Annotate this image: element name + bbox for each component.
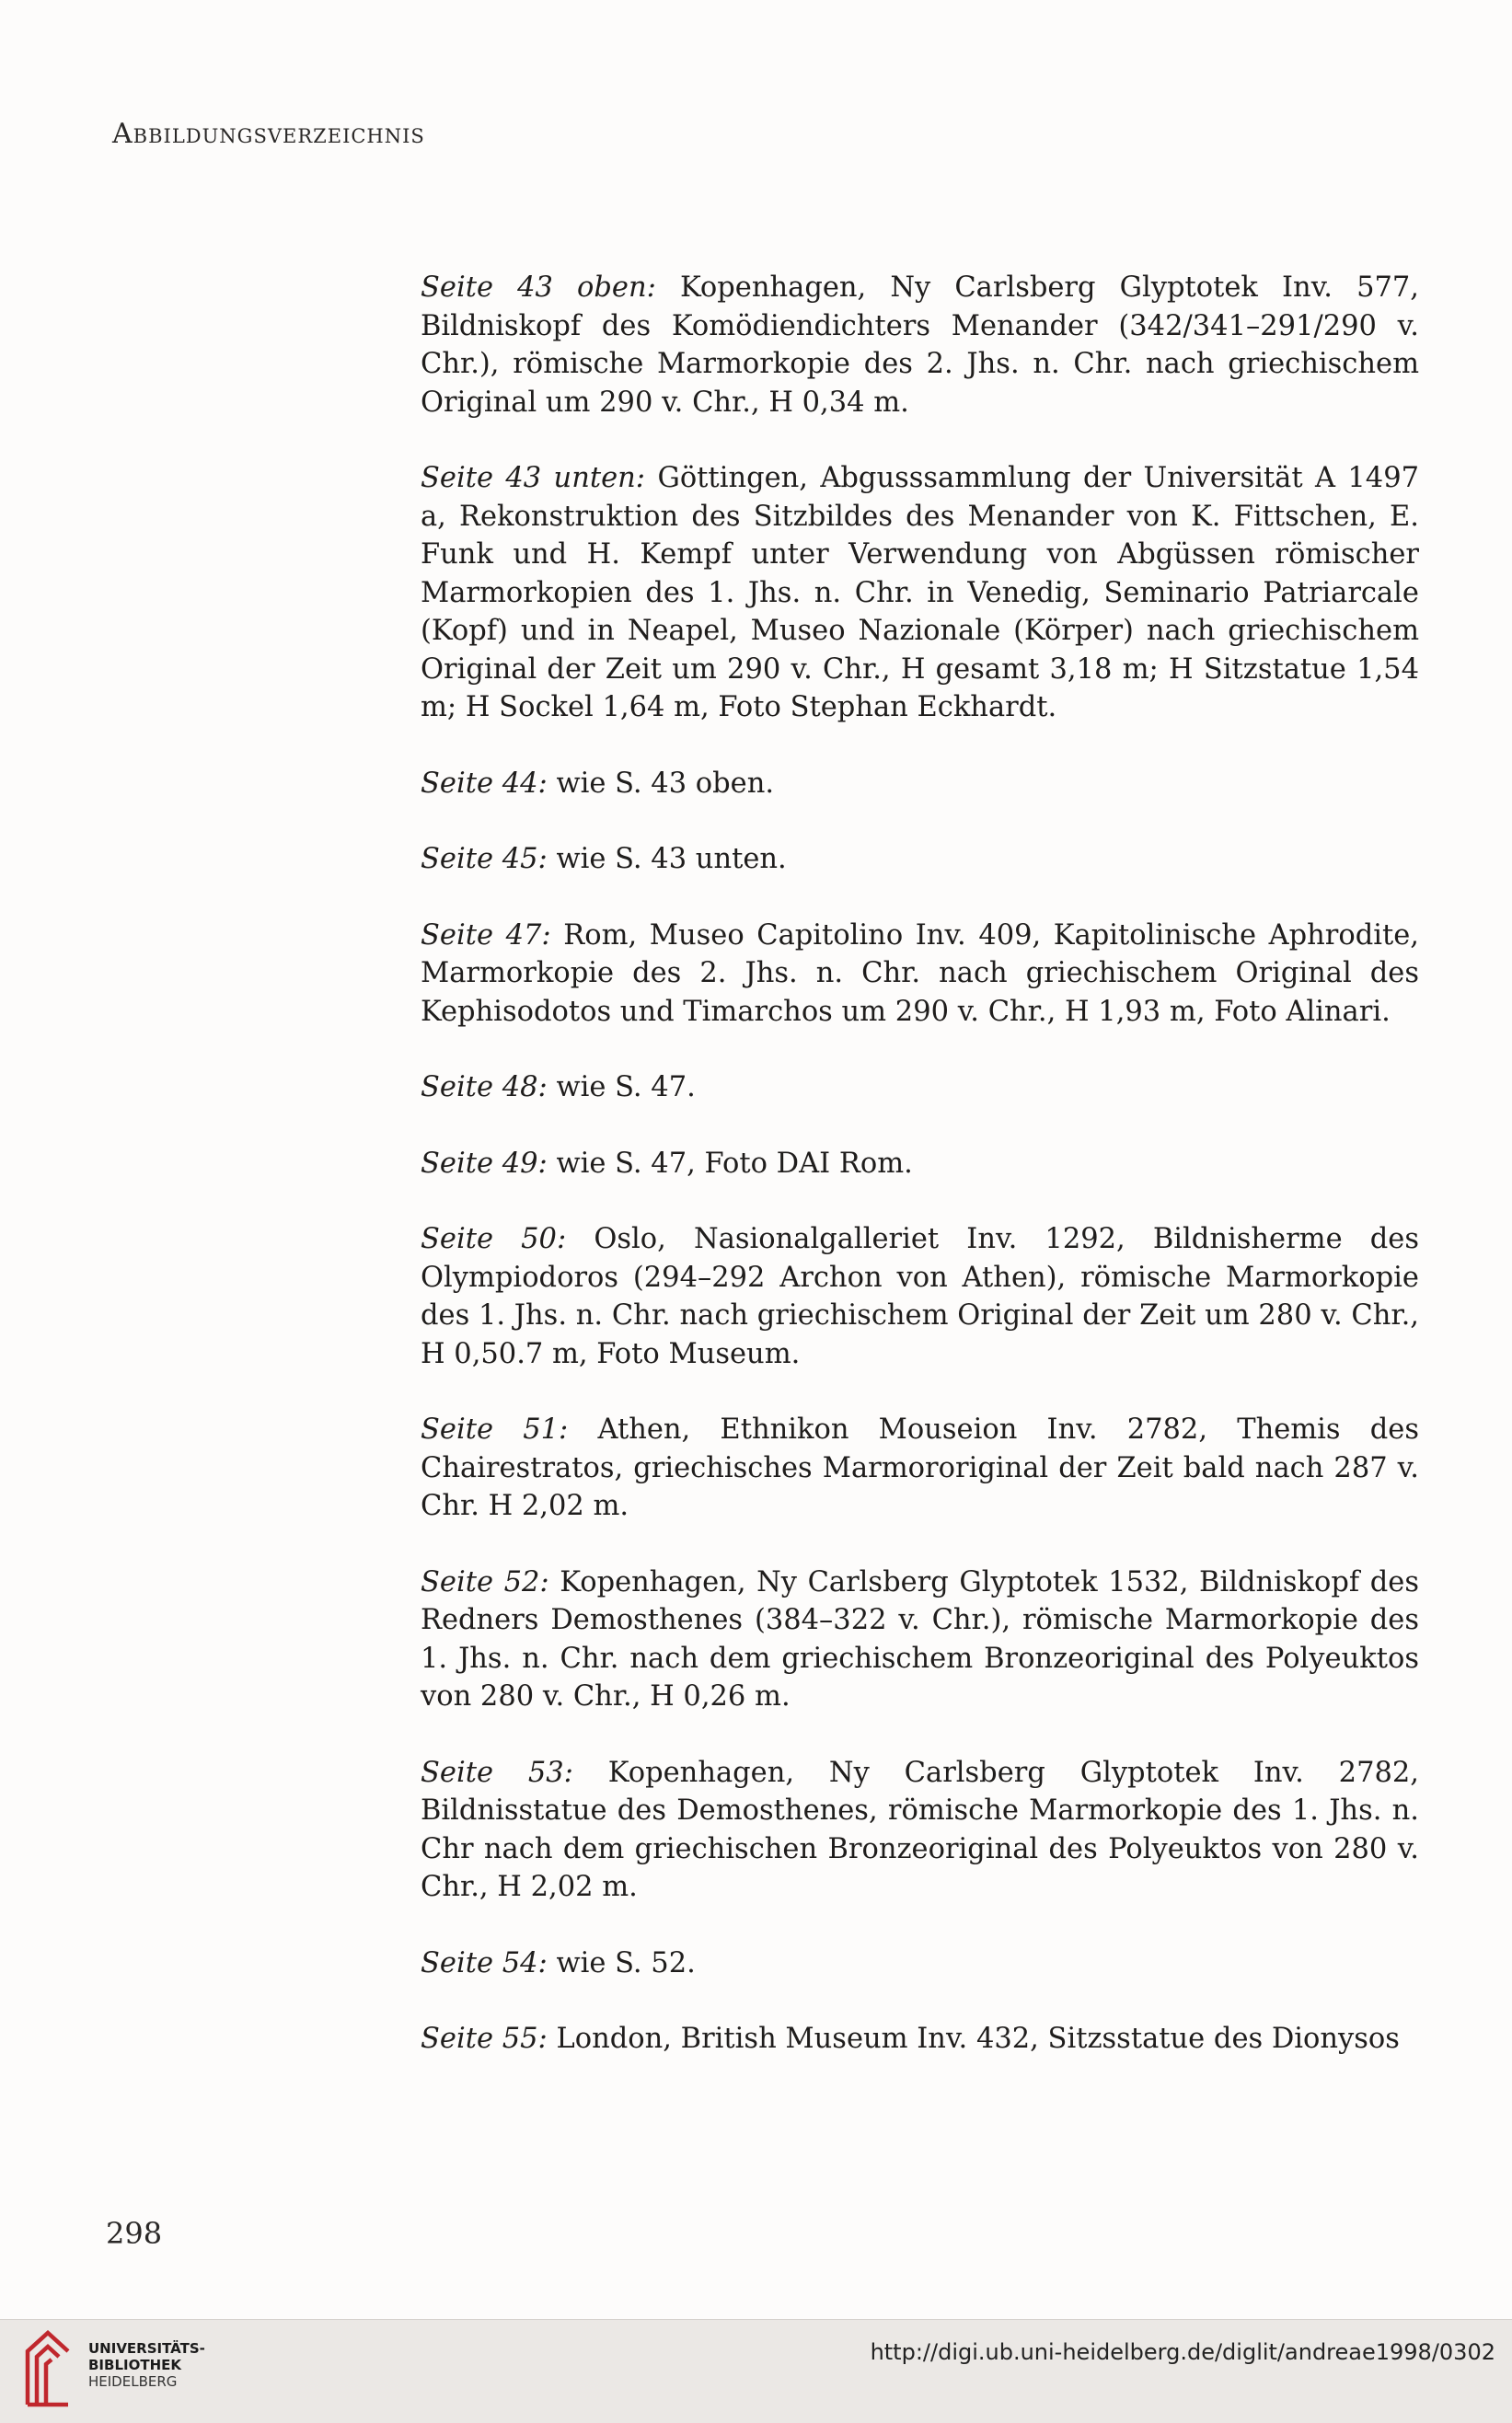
entry-description: Kopenhagen, Ny Carlsberg Glyptotek Inv. 577, Bildniskopf des Komödiendichters Menander (342/341–291/290 v. Chr.), römische Marmorkopie des 2. Jhs. n. Chr. nach griechischem Original um 290 v. Chr., H 0,34 m. — [421, 271, 1419, 419]
entry-page-ref: Seite 51: — [421, 1413, 569, 1446]
page-number: 298 — [106, 2216, 163, 2251]
entry-description: Rom, Museo Capitolino Inv. 409, Kapitolinische Aphrodite, Marmorkopie des 2. Jhs. n. Chr. nach griechischem Original des Kephisodotos und Timarchos um 290 v. Chr., H 1,93 m, Foto Alinari. — [421, 918, 1419, 1028]
figure-entry — [421, 269, 1419, 421]
figure-entry — [421, 917, 1419, 1032]
ub-heidelberg-logo-icon — [20, 2324, 75, 2411]
library-name-line3: HEIDELBERG — [88, 2373, 178, 2390]
entry-description: Athen, Ethnikon Mouseion Inv. 2782, Themis des Chairestratos, griechisches Marmororiginal der Zeit bald nach 287 v. Chr. H 2,02 m. — [421, 1413, 1419, 1522]
entry-description: wie S. 52. — [547, 1946, 696, 1979]
entry-description: Kopenhagen, Ny Carlsberg Glyptotek 1532, Bildniskopf des Redners Demosthenes (384–322 v. Chr.), römische Marmorkopie des 1. Jhs. n. Chr. nach dem griechischem Bronzeoriginal des Polyeuktos von 280 v. Chr., H 0,26 m. — [421, 1565, 1420, 1713]
entry-description: Göttingen, Abgusssammlung der Universität A 1497 a, Rekonstruktion des Sitzbildes des Menander von K. Fittschen, E. Funk und H. Kempf unter Verwendung von Abgüssen römischer Marmorkopien des 1. Jhs. n. Chr. in Venedig, Seminario Patriarcale (Kopf) und in Neapel, Museo Nazionale (Körper) nach griechischem Original der Zeit um 290 v. Chr., H gesamt 3,18 m; H Sitzstatue 1,54 m; H Sockel 1,64 m, Foto Stephan Eckhardt. — [421, 462, 1419, 723]
figure-entry — [421, 2020, 1419, 2059]
entry-page-ref: Seite 54: — [421, 1946, 548, 1979]
entry-page-ref: Seite 52: — [421, 1565, 549, 1598]
entry-description: Oslo, Nasionalgalleriet Inv. 1292, Bildnisherme des Olympiodoros (294–292 Archon von Athen), römische Marmorkopie des 1. Jhs. n. Chr. nach griechischem Original der Zeit um 280 v. Chr., H 0,50.7 m, Foto Museum. — [421, 1223, 1419, 1370]
entry-page-ref: Seite 49: — [421, 1147, 548, 1180]
figure-entry — [421, 1411, 1419, 1526]
entry-page-ref: Seite 53: — [421, 1756, 573, 1789]
library-name-line1: UNIVERSITÄTS- — [88, 2340, 205, 2357]
entry-page-ref: Seite 45: — [421, 843, 548, 875]
entry-page-ref: Seite 48: — [421, 1071, 548, 1103]
figure-entry — [421, 840, 1419, 879]
running-head: Abbildungsverzeichnis — [112, 118, 425, 150]
entry-page-ref: Seite 43 unten: — [421, 462, 646, 494]
figure-list — [421, 269, 1419, 2096]
viewer-footer — [0, 2319, 1512, 2423]
entry-page-ref: Seite 55: — [421, 2023, 548, 2055]
entry-description: wie S. 43 unten. — [547, 843, 787, 875]
entry-description: wie S. 43 oben. — [547, 767, 775, 800]
entry-page-ref: Seite 47: — [421, 918, 551, 952]
entry-description: London, British Museum Inv. 432, Sitzsstatue des Dionysos — [547, 2023, 1400, 2055]
entry-description: wie S. 47. — [547, 1071, 696, 1103]
entry-page-ref: Seite 44: — [421, 767, 548, 800]
figure-entry — [421, 765, 1419, 803]
source-url-link[interactable]: http://digi.ub.uni-heidelberg.de/diglit/andreae1998/0302 — [870, 2339, 1495, 2365]
library-name — [88, 2340, 205, 2390]
figure-entry — [421, 1563, 1419, 1716]
figure-entry — [421, 1754, 1419, 1907]
figure-entry — [421, 1944, 1419, 1983]
figure-entry — [421, 1145, 1419, 1183]
entry-page-ref: Seite 50: — [421, 1223, 567, 1255]
entry-description: Kopenhagen, Ny Carlsberg Glyptotek Inv. 2782, Bildnisstatue des Demosthenes, römische Marmorkopie des 1. Jhs. n. Chr nach dem griechischen Bronzeoriginal des Polyeuktos von 280 v. Chr., H 2,02 m. — [421, 1756, 1419, 1903]
figure-entry — [421, 1068, 1419, 1107]
figure-entry — [421, 459, 1419, 727]
figure-entry — [421, 1220, 1419, 1373]
library-name-line2: BIBLIOTHEK — [88, 2357, 181, 2373]
entry-page-ref: Seite 43 oben: — [421, 271, 656, 304]
entry-description: wie S. 47, Foto DAI Rom. — [547, 1147, 913, 1180]
